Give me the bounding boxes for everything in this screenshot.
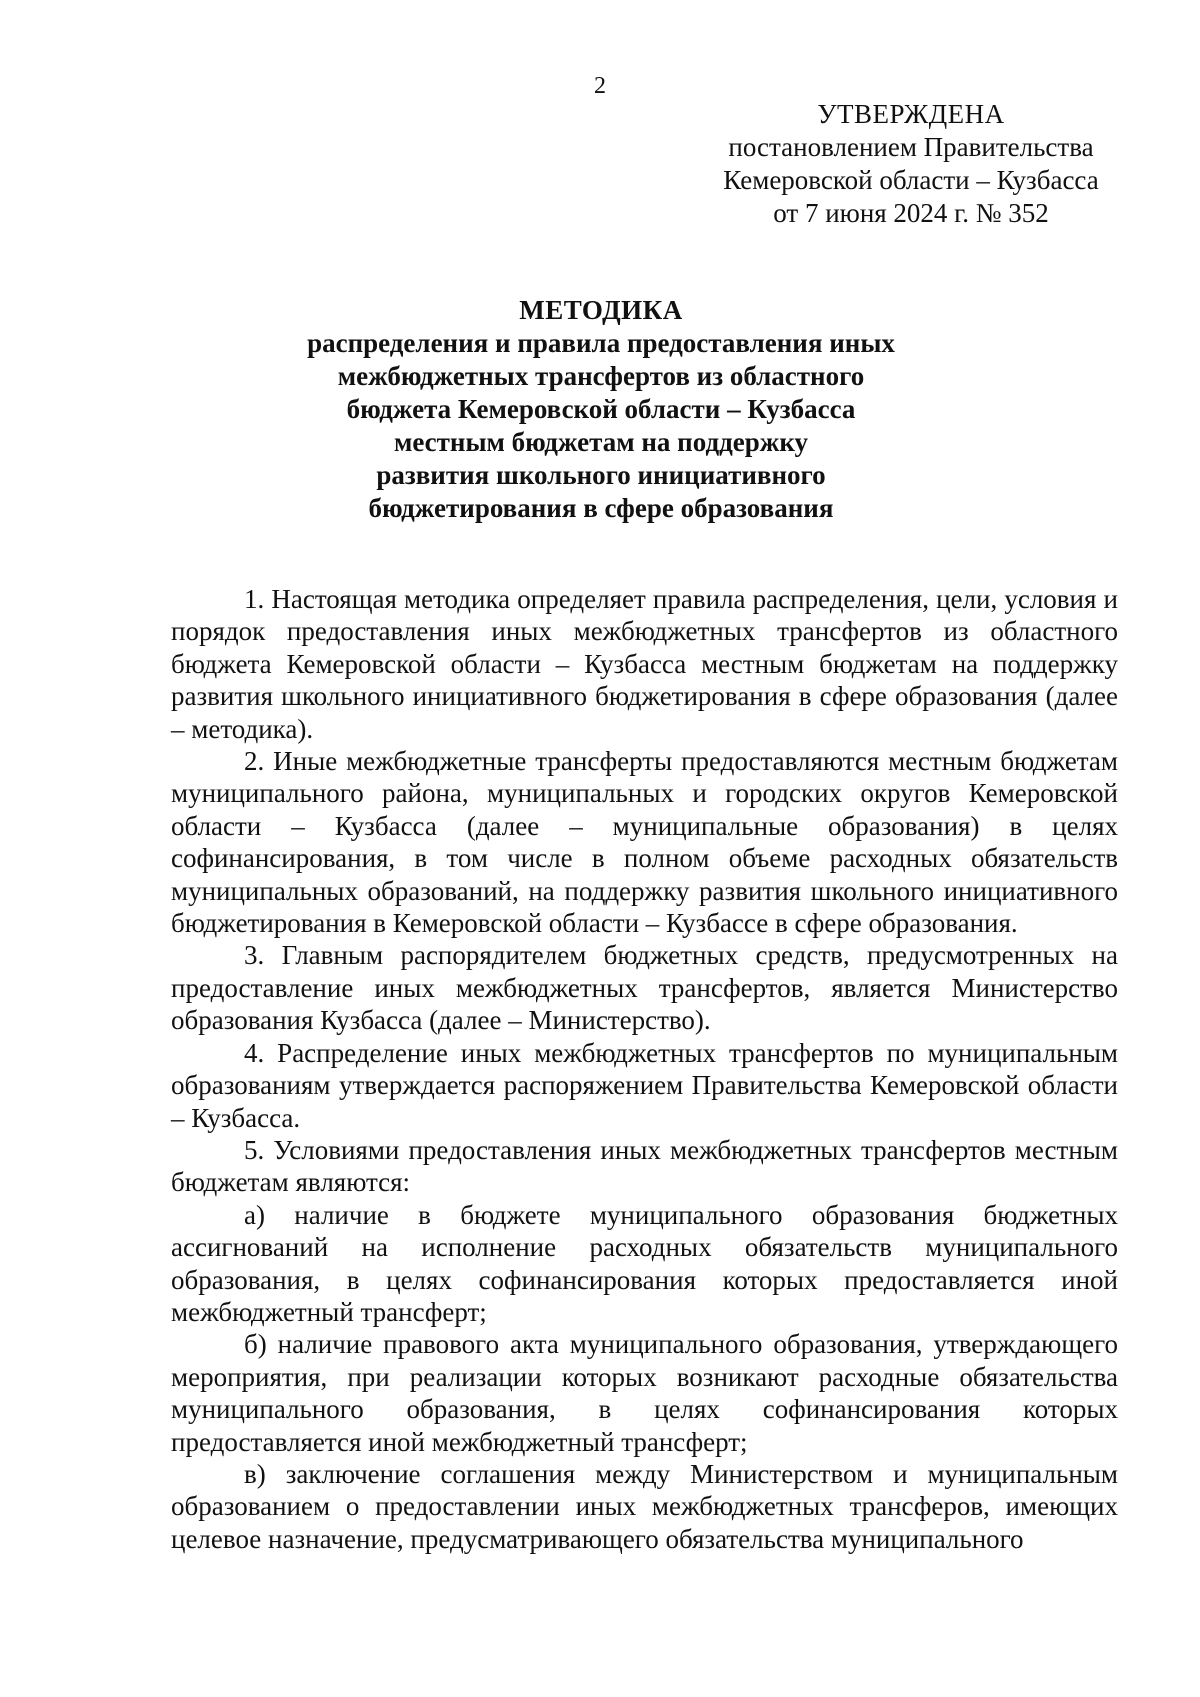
heading-line: местным бюджетам на поддержку — [393, 427, 809, 457]
approval-date-line: от 7 июня 2024 г. № 352 — [773, 198, 1049, 228]
paragraph-3: 3. Главным распорядителем бюджетных средств, предусмотренных на предоставление иных межбюджетных трансфертов, является Министерство образования Кузбасса (далее – Министерство). — [171, 940, 1118, 1036]
approval-stamp: УТВЕРЖДЕНА — [817, 99, 1005, 129]
approval-line: Кемеровской области – Кузбасса — [723, 165, 1099, 195]
approval-block — [690, 98, 1132, 230]
heading-line: бюджетирования в сфере образования — [368, 493, 834, 523]
paragraph-5c: в) заключение соглашения между Министерством и муниципальным образованием о предоставлении иных межбюджетных трансферов, имеющих целевое назначение, предусматривающего обязательства муниципального — [171, 1458, 1118, 1554]
document-body — [171, 583, 1118, 1555]
paragraph-4: 4. Распределение иных межбюджетных трансфертов по муниципальным образованиям утверждается распоряжением Правительства Кемеровской области – Кузбасса. — [171, 1037, 1118, 1133]
heading-line: распределения и правила предоставления иных — [307, 328, 895, 358]
heading-line: развития школьного инициативного — [376, 460, 826, 490]
paragraph-2: 2. Иные межбюджетные трансферты предоставляются местным бюджетам муниципального района, муниципальных и городских округов Кемеровской области – Кузбасса (далее – муниципальные образования) в целях софинансирования, в том числе в полном объеме расходных обязательств муниципальных образований, на поддержку развития школьного инициативного бюджетирования в Кемеровской области – Кузбассе в сфере образования. — [171, 746, 1118, 939]
heading-line: бюджета Кемеровской области – Кузбасса — [346, 394, 856, 424]
paragraph-5a: а) наличие в бюджете муниципального образования бюджетных ассигнований на исполнение расходных обязательств муниципального образования, в целях софинансирования которых предоставляется иной межбюджетный трансферт; — [171, 1199, 1118, 1327]
document-title: МЕТОДИКА — [519, 295, 683, 325]
paragraph-5: 5. Условиями предоставления иных межбюджетных трансфертов местным бюджетам являются: — [171, 1134, 1118, 1198]
page-number: 2 — [594, 73, 606, 99]
paragraph-1: 1. Настоящая методика определяет правила распределения, цели, условия и порядок предоставления иных межбюджетных трансфертов из областного бюджета Кемеровской области – Кузбасса местным бюджетам на поддержку развития школьного инициативного бюджетирования в сфере образования (далее – методика). — [171, 584, 1118, 744]
approval-line: постановлением Правительства — [728, 132, 1094, 162]
paragraph-5b: б) наличие правового акта муниципального образования, утверждающего мероприятия, при реализации которых возникают расходные обязательства муниципального образования, в целях софинансирования которых предоставляется иной межбюджетный трансферт; — [171, 1329, 1118, 1457]
heading-line: межбюджетных трансфертов из областного — [337, 361, 865, 391]
document-heading — [170, 294, 1032, 525]
